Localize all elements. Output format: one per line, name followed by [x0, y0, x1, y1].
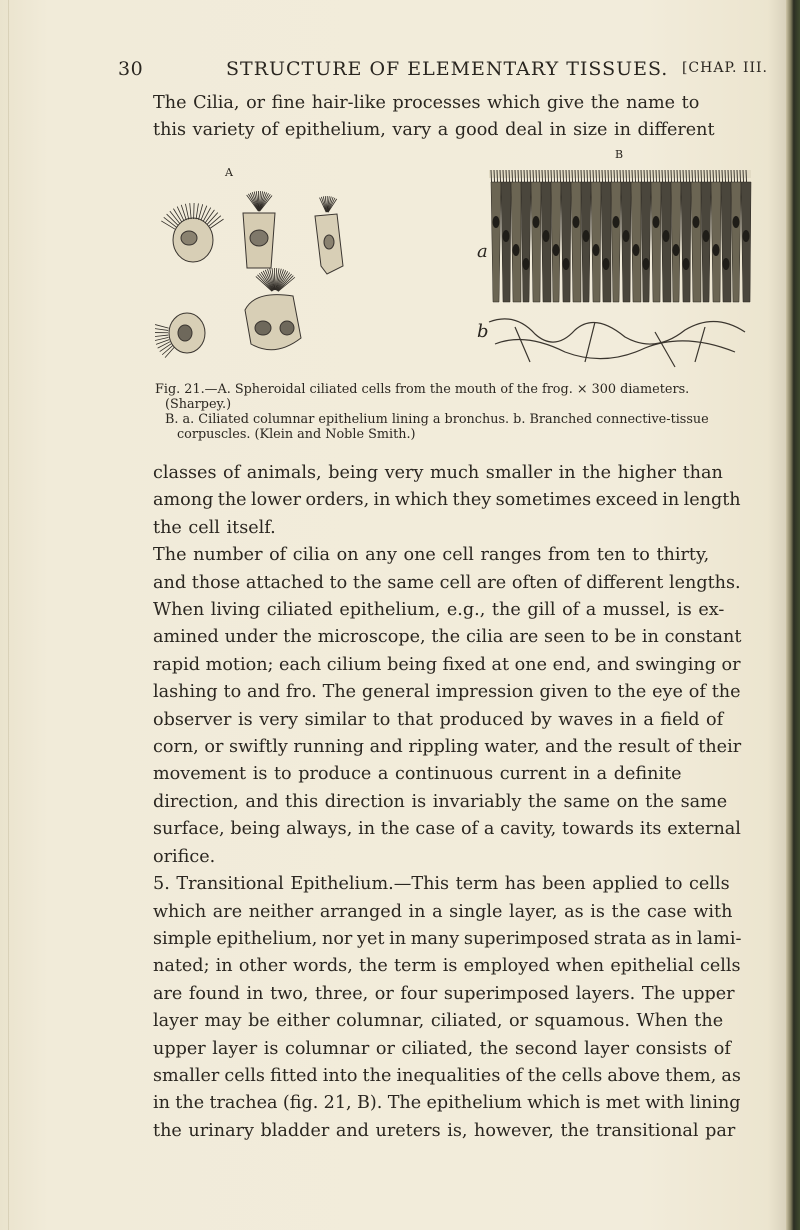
cilium-stroke — [533, 170, 534, 182]
cilium-stroke — [599, 170, 600, 182]
cilium-stroke — [512, 170, 513, 182]
cilium-stroke — [509, 170, 510, 182]
cilium-stroke — [155, 337, 169, 340]
columnar-cell — [561, 182, 571, 302]
columnar-cell — [611, 182, 621, 302]
cilium-stroke — [539, 170, 540, 182]
cilium-stroke — [734, 170, 735, 182]
cilium-stroke — [503, 170, 504, 182]
chapter-label: [CHAP. III. — [681, 60, 768, 76]
figure-caption — [155, 382, 745, 442]
text-line: surface, being always, in the case of a cavity, towards its external — [153, 819, 741, 840]
cilium-stroke — [521, 170, 522, 182]
page-number: 30 — [118, 58, 144, 80]
cilium-stroke — [716, 170, 717, 182]
cilium-stroke — [161, 221, 175, 229]
text-line: movement is to produce a continuous current in a definite — [153, 764, 682, 785]
columnar-cell — [711, 182, 721, 302]
page-gutter-line — [8, 0, 9, 1230]
cilium-stroke — [506, 170, 507, 182]
cilium-stroke — [500, 170, 501, 182]
cilium-stroke — [692, 170, 693, 182]
cilium-stroke — [647, 170, 648, 182]
cilium-stroke — [551, 170, 552, 182]
cell-nucleus — [693, 216, 700, 228]
cilium-stroke — [578, 170, 579, 182]
cilium-stroke — [173, 209, 181, 223]
cilium-stroke — [626, 170, 627, 182]
cilium-stroke — [656, 170, 657, 182]
cilium-stroke — [707, 170, 708, 182]
cilium-stroke — [557, 170, 558, 182]
cilium-stroke — [731, 170, 732, 182]
cilium-stroke — [713, 170, 714, 182]
figure-label-sub-b: b — [477, 321, 489, 342]
book-edge — [786, 0, 800, 1230]
cell-nucleus — [673, 244, 680, 256]
text-line: smaller cells fitted into the inequalities of the cells above them, as — [153, 1065, 741, 1086]
cilium-stroke — [274, 268, 275, 290]
cell-nucleus — [713, 244, 720, 256]
cilium-stroke — [629, 170, 630, 182]
caption-line: B. a. Ciliated columnar epithelium lining a bronchus. b. Branched connective-tissue — [165, 412, 709, 427]
text-line: the cell itself. — [153, 517, 276, 538]
cilium-stroke — [165, 347, 174, 357]
text-line: the urinary bladder and ureters is, however, the transitional par — [153, 1120, 736, 1141]
columnar-cell — [551, 182, 561, 302]
cilium-stroke — [683, 170, 684, 182]
intro-paragraph — [153, 90, 741, 145]
cilium-stroke — [662, 170, 663, 182]
cell-nucleus — [573, 216, 580, 228]
cilium-stroke — [497, 170, 498, 182]
cell-nucleus — [643, 258, 650, 270]
figure-label-sub-a: a — [477, 241, 488, 262]
cilium-stroke — [524, 170, 525, 182]
text-line: The number of cilia on any one cell ranges from ten to thirty, — [153, 545, 710, 566]
cilium-stroke — [155, 325, 169, 329]
cilium-stroke — [701, 170, 702, 182]
cell-nucleus — [743, 230, 750, 242]
cell-nucleus — [603, 258, 610, 270]
text-line: The Cilia, or fine hair-like processes which give the name to — [153, 93, 700, 113]
cilium-stroke — [181, 205, 186, 220]
ciliated-cell-5 — [245, 295, 301, 350]
cilium-stroke — [725, 170, 726, 182]
columnar-cell — [571, 182, 581, 302]
text-line: rapid motion; each cilium being fixed at one end, and swinging or — [153, 654, 741, 675]
text-line: this variety of epithelium, vary a good deal in size in different — [153, 120, 715, 141]
columnar-cell — [731, 182, 741, 302]
cilium-stroke — [185, 204, 188, 220]
cilium-stroke — [668, 170, 669, 182]
cilium-stroke — [704, 170, 705, 182]
cell-nucleus — [583, 230, 590, 242]
cilium-stroke — [728, 170, 729, 182]
cilium-stroke — [617, 170, 618, 182]
cilium-stroke — [596, 170, 597, 182]
cilium-stroke — [160, 344, 172, 352]
cilium-stroke — [671, 170, 672, 182]
running-title: STRUCTURE OF ELEMENTARY TISSUES. — [226, 58, 669, 80]
cell-nucleus — [653, 216, 660, 228]
columnar-cell — [641, 182, 651, 302]
columnar-cell — [651, 182, 661, 302]
cilium-stroke — [602, 170, 603, 182]
cilium-stroke — [162, 346, 173, 355]
caption-line: (Sharpey.) — [165, 397, 232, 412]
ciliated-cell-2 — [243, 213, 275, 268]
ciliated-cell-3 — [315, 214, 343, 274]
cilium-stroke — [746, 170, 747, 182]
cilium-stroke — [632, 170, 633, 182]
cilium-stroke — [569, 170, 570, 182]
cilium-stroke — [605, 170, 606, 182]
cell-nucleus — [733, 216, 740, 228]
cilium-stroke — [653, 170, 654, 182]
text-line: upper layer is columnar or ciliated, the second layer consists of — [153, 1038, 731, 1059]
text-line: and those attached to the same cell are often of different lengths. — [153, 572, 741, 593]
cell-nucleus — [683, 258, 690, 270]
cell-nucleus — [563, 258, 570, 270]
cell-nucleus — [633, 244, 640, 256]
cilium-stroke — [620, 170, 621, 182]
cilium-stroke — [530, 170, 531, 182]
figure-label-a: A — [225, 166, 233, 179]
cell-nucleus — [593, 244, 600, 256]
text-line: in the trachea (fig. 21, B). The epithelium which is met with lining — [153, 1093, 741, 1114]
cilium-stroke — [548, 170, 549, 182]
cilium-stroke — [665, 170, 666, 182]
columnar-cell — [511, 182, 521, 302]
figure-21 — [155, 148, 755, 378]
columnar-cell — [671, 182, 681, 302]
cilium-stroke — [659, 170, 660, 182]
cilium-stroke — [689, 170, 690, 182]
cilium-stroke — [611, 170, 612, 182]
caption-line: Fig. 21.—A. Spheroidal ciliated cells from the mouth of the frog. × 300 diameters. — [155, 382, 690, 397]
cilium-stroke — [590, 170, 591, 182]
figure-b-illustration — [475, 162, 760, 372]
cilium-stroke — [542, 170, 543, 182]
text-line: which are neither arranged in a single layer, as is the case with — [153, 901, 733, 922]
cell-nucleus — [503, 230, 510, 242]
cilium-stroke — [719, 170, 720, 182]
cilium-stroke — [575, 170, 576, 182]
cilium-stroke — [641, 170, 642, 182]
cilium-stroke — [536, 170, 537, 182]
cilium-stroke — [155, 329, 168, 331]
cilium-stroke — [515, 170, 516, 182]
cilium-stroke — [698, 170, 699, 182]
cell-nucleus — [543, 230, 550, 242]
cell-nucleus — [613, 216, 620, 228]
columnar-cell — [631, 182, 641, 302]
cilium-stroke — [155, 335, 168, 337]
cilium-stroke — [554, 170, 555, 182]
text-line: classes of animals, being very much smaller in the higher than — [153, 463, 723, 483]
cell-nucleus — [553, 244, 560, 256]
text-line: among the lower orders, in which they sometimes exceed in length — [153, 490, 741, 511]
columnar-cell — [681, 182, 691, 302]
cilium-stroke — [680, 170, 681, 182]
text-line: are found in two, three, or four superimposed layers. The upper — [153, 983, 735, 1004]
cilium-stroke — [581, 170, 582, 182]
cilium-stroke — [560, 170, 561, 182]
text-line: direction, and this direction is invariably the same on the same — [153, 791, 728, 812]
cell-nucleus — [513, 244, 520, 256]
cilium-stroke — [743, 170, 744, 182]
cilium-stroke — [158, 342, 170, 348]
columnar-cell — [491, 182, 501, 302]
cilium-stroke — [722, 170, 723, 182]
cilium-stroke — [650, 170, 651, 182]
columnar-cell — [591, 182, 601, 302]
cilium-stroke — [587, 170, 588, 182]
cell-nucleus — [523, 258, 530, 270]
cilium-stroke — [677, 170, 678, 182]
ciliated-cell-4 — [169, 313, 205, 353]
running-header — [118, 58, 768, 86]
cilium-stroke — [584, 170, 585, 182]
cell-nucleus — [663, 230, 670, 242]
cilium-stroke — [177, 207, 184, 221]
columnar-cell — [691, 182, 701, 302]
cell-nucleus — [723, 258, 730, 270]
figure-label-b: B — [615, 148, 624, 161]
text-line: corn, or swiftly running and rippling water, and the result of their — [153, 737, 742, 758]
cilium-stroke — [491, 170, 492, 182]
cell-nucleus — [703, 230, 710, 242]
text-line: 5. Transitional Epithelium.—This term has been applied to cells — [153, 874, 730, 895]
cilium-stroke — [196, 203, 198, 219]
text-line: simple epithelium, nor yet in many superimposed strata as in lami- — [153, 928, 742, 949]
figure-a-illustration — [155, 178, 375, 378]
text-line: layer may be either columnar, ciliated, or squamous. When the — [153, 1011, 724, 1032]
columnar-cell — [601, 182, 611, 302]
cilium-stroke — [638, 170, 639, 182]
text-line: amined under the microscope, the cilia are seen to be in constant — [153, 627, 742, 648]
text-line: lashing to and fro. The general impression given to the eye of the — [153, 682, 741, 703]
text-line: orifice. — [153, 846, 216, 867]
cilium-stroke — [593, 170, 594, 182]
cilium-stroke — [566, 170, 567, 182]
cilium-stroke — [710, 170, 711, 182]
cilium-stroke — [203, 208, 211, 222]
cilium-stroke — [614, 170, 615, 182]
cell-nucleus — [623, 230, 630, 242]
cilium-stroke — [674, 170, 675, 182]
body-text — [153, 460, 741, 1145]
cilium-stroke — [608, 170, 609, 182]
cilium-stroke — [623, 170, 624, 182]
cell-nucleus — [493, 216, 500, 228]
cilium-stroke — [644, 170, 645, 182]
cilium-stroke — [737, 170, 738, 182]
columnar-cell — [721, 182, 731, 302]
caption-line: corpuscles. (Klein and Noble Smith.) — [177, 427, 416, 442]
cilium-stroke — [563, 170, 564, 182]
text-line: observer is very similar to that produced by waves in a field of — [153, 709, 724, 730]
cilium-stroke — [635, 170, 636, 182]
cilium-stroke — [695, 170, 696, 182]
text-line: nated; in other words, the term is employed when epithelial cells — [153, 956, 741, 977]
text-line: When living ciliated epithelium, e.g., the gill of a mussel, is ex- — [153, 600, 725, 621]
cilium-stroke — [190, 203, 191, 219]
cell-nucleus — [533, 216, 540, 228]
columnar-cell — [521, 182, 531, 302]
cilium-stroke — [686, 170, 687, 182]
cilium-stroke — [740, 170, 741, 182]
cilium-stroke — [494, 170, 495, 182]
cilium-stroke — [527, 170, 528, 182]
cilium-stroke — [156, 340, 169, 345]
ciliated-cell-1 — [173, 218, 213, 262]
cilium-stroke — [545, 170, 546, 182]
cilium-stroke — [518, 170, 519, 182]
cilium-stroke — [572, 170, 573, 182]
columnar-cell — [531, 182, 541, 302]
